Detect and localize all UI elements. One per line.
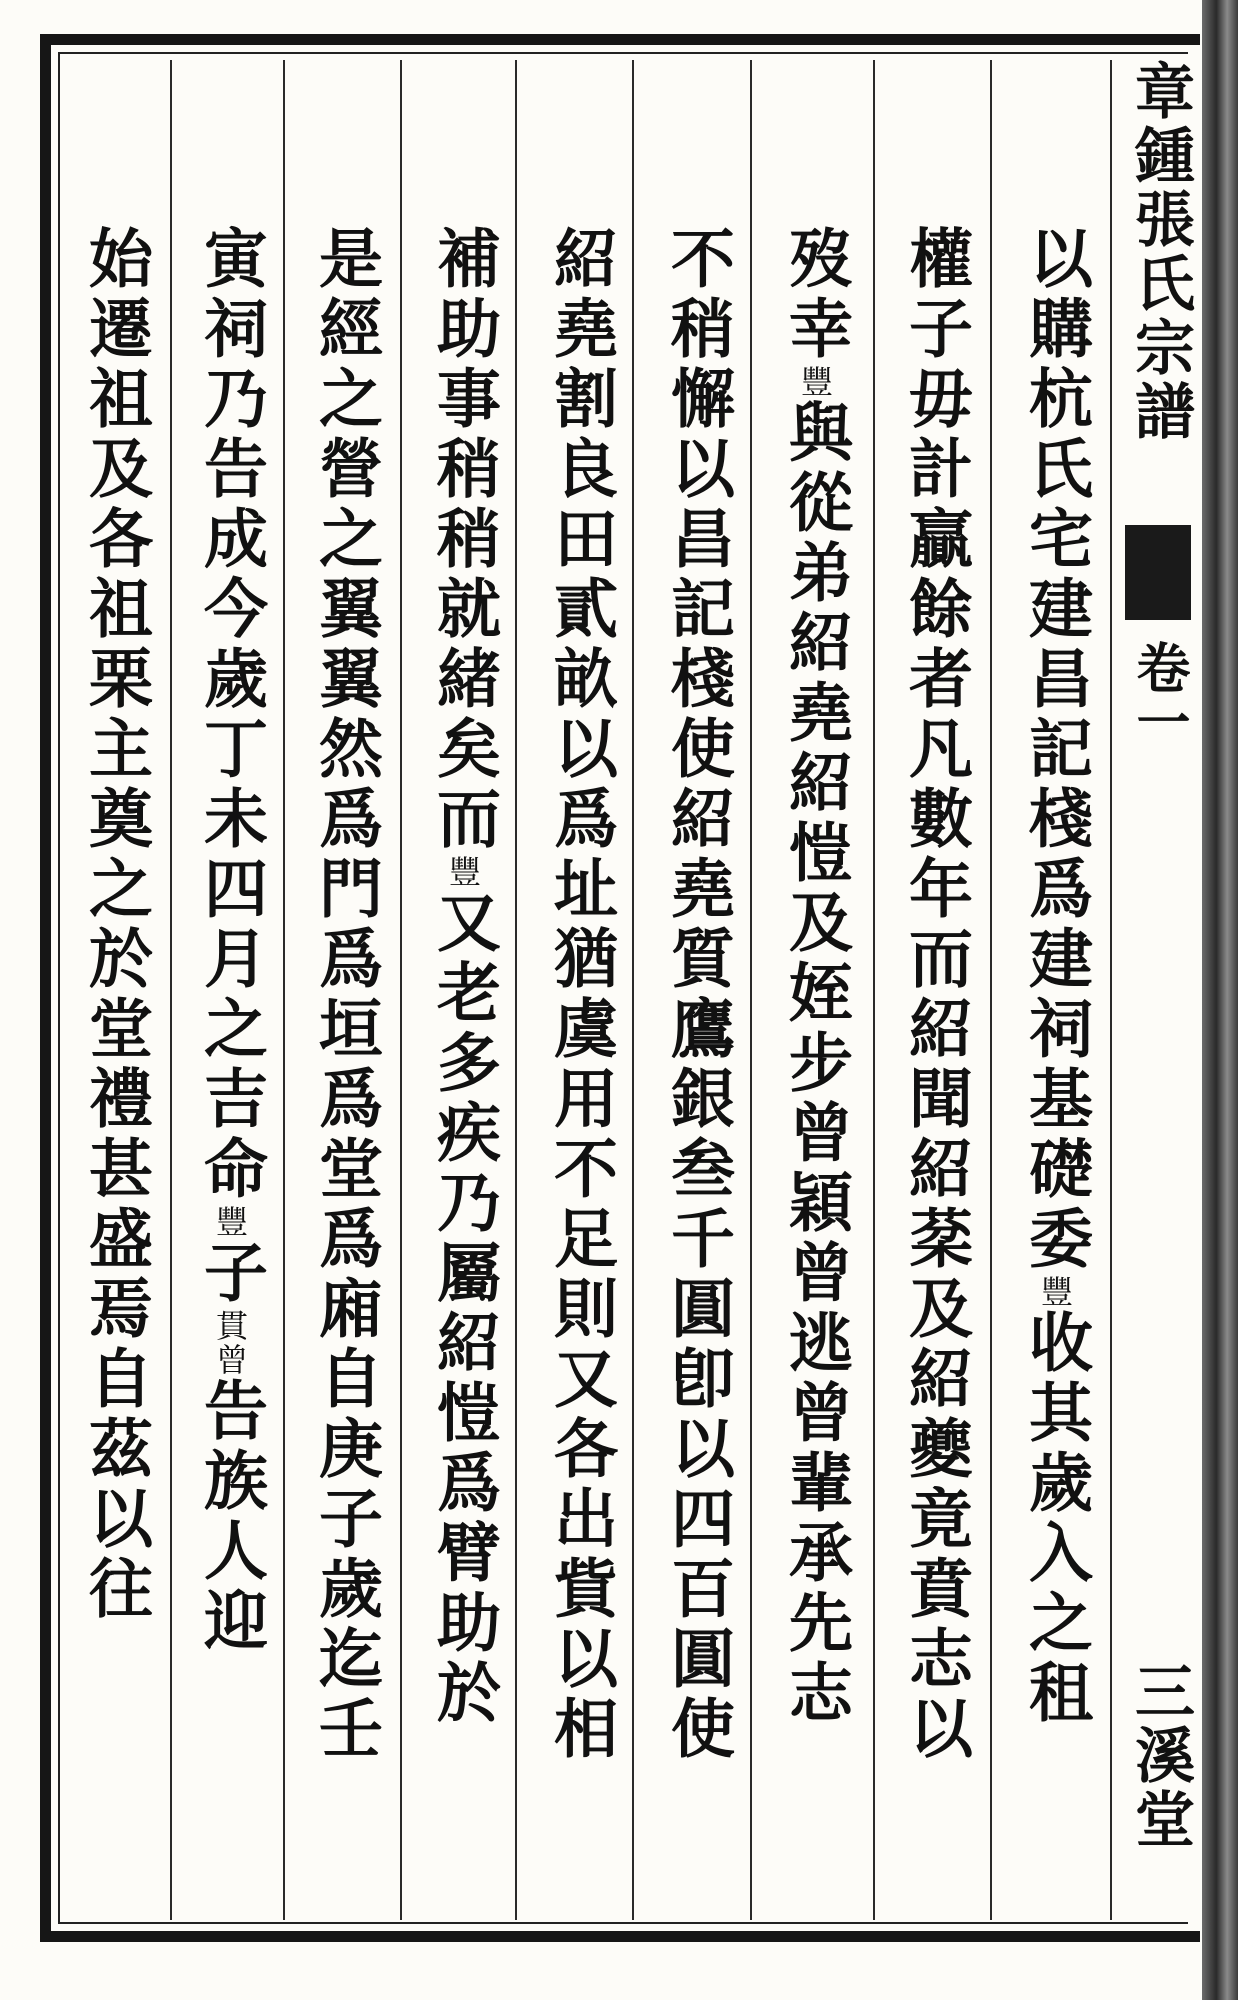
- honorific-annotation: 豐: [444, 855, 482, 889]
- name-annotation: 貫曾: [211, 1309, 249, 1377]
- text-column-6: [408, 225, 518, 1729]
- column-rule: [990, 60, 992, 1920]
- text-column-3: [760, 225, 870, 1729]
- column-text-tail: 又老多疾乃屬紹愷爲臂助於: [426, 889, 501, 1729]
- column-text-tail-2: 告族人迎: [193, 1377, 268, 1657]
- book-title: 章鍾張氏宗譜: [1125, 60, 1195, 444]
- column-text: 紹堯割良田貳畝以爲址猶虞用不足則又各出貲以相: [543, 225, 618, 1765]
- column-text: 寅祠乃告成今歲丁未四月之吉命: [193, 225, 268, 1205]
- column-text: 是經之營之翼翼然爲門爲垣爲堂爲廂自庚子歲迄壬: [308, 225, 383, 1765]
- text-column-1: [1000, 225, 1110, 1729]
- column-text-tail: 祖及各: [78, 365, 153, 575]
- book-binding-edge: [1202, 0, 1238, 2000]
- column-rule: [873, 60, 875, 1920]
- text-column-4: [642, 225, 752, 1765]
- column-text: 不稍懈以昌記棧使紹堯質鷹銀叁千圓卽以四百圓使: [660, 225, 735, 1765]
- volume-label: 卷一: [1128, 640, 1192, 748]
- honorific-annotation: 豐: [211, 1205, 249, 1239]
- column-text-tail: 收其歲入之租: [1018, 1309, 1093, 1729]
- text-column-8: [175, 225, 285, 1657]
- column-text: 歿幸: [778, 225, 853, 365]
- column-text-continued: 祖栗主奠之於堂禮甚盛焉自茲以往: [78, 575, 153, 1625]
- column-text: 以購杭氏宅建昌記棧爲建祠基礎委: [1018, 225, 1093, 1275]
- column-rule: [170, 60, 172, 1920]
- honorific-annotation: 豐: [1036, 1275, 1074, 1309]
- text-column-5: [525, 225, 635, 1765]
- text-column-9: [60, 225, 170, 1625]
- column-text-tail: 子: [193, 1239, 268, 1309]
- column-rule: [400, 60, 402, 1920]
- honorific-annotation: 豐: [796, 365, 834, 399]
- column-text: 權子毋計贏餘者凡數年而紹聞紹棻及紹夔竟賁志以: [898, 225, 973, 1765]
- column-text-tail: 與從弟紹堯紹愷及姪步曾穎曾逃曾輩承先志: [778, 399, 853, 1729]
- text-column-2: [880, 225, 990, 1765]
- column-text: 始遷: [78, 225, 153, 365]
- text-column-7: [290, 225, 400, 1765]
- hall-name: 三溪堂: [1125, 1660, 1195, 1852]
- volume-marker-block: [1125, 525, 1191, 620]
- column-text: 補助事稍稍就緒矣而: [426, 225, 501, 855]
- column-rule: [1110, 60, 1112, 1920]
